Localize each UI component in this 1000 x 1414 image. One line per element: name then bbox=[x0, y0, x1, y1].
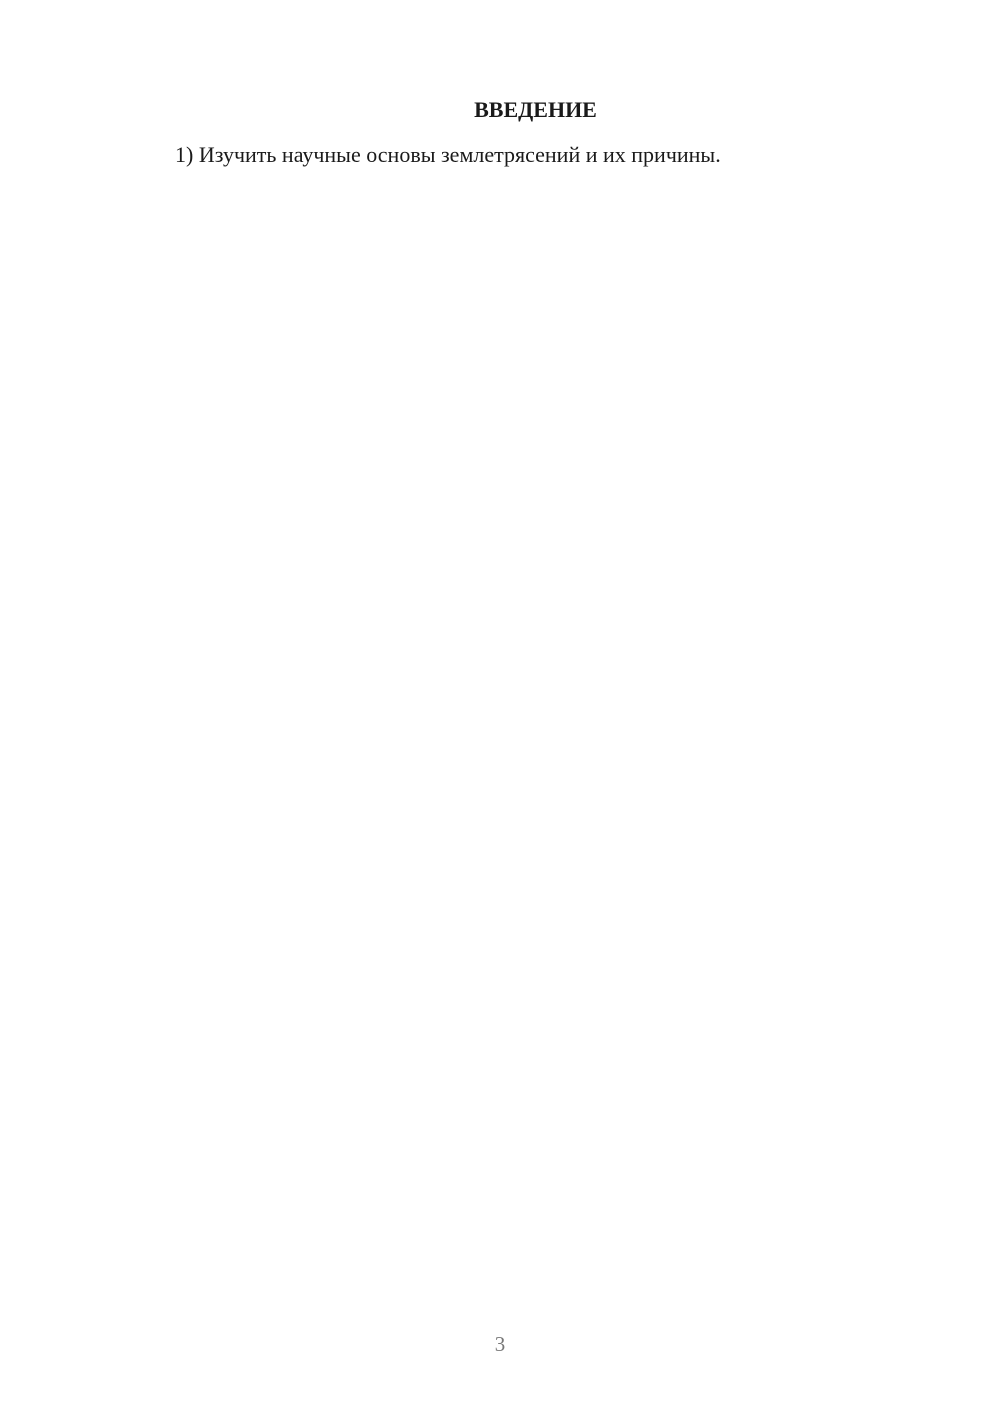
page-title: ВВЕДЕНИЕ bbox=[474, 97, 597, 122]
page-number: 3 bbox=[494, 1332, 506, 1356]
list-item-task-1: 1) Изучить научные основы землетрясений и их причины. bbox=[175, 142, 721, 168]
document-page bbox=[143, 92, 928, 183]
